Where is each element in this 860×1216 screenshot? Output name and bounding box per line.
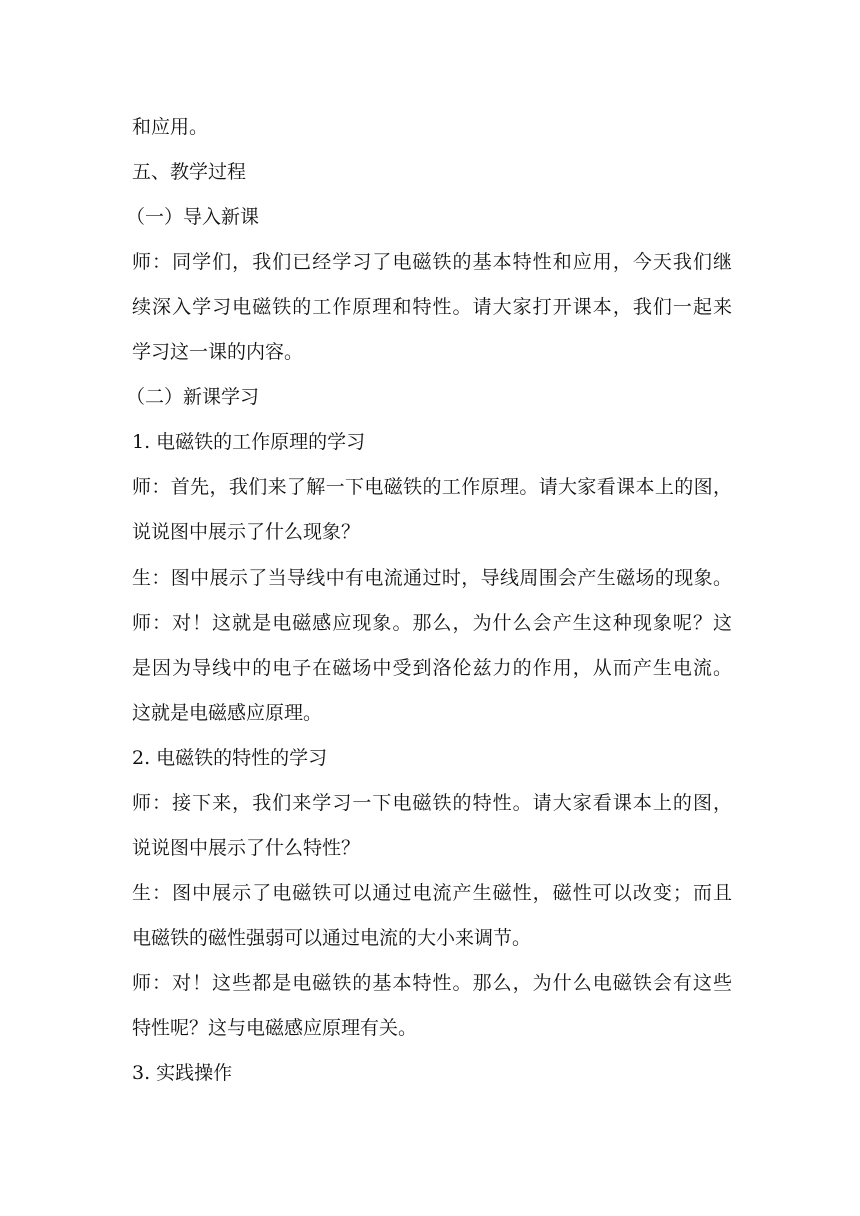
- numbered-heading: 3. 实践操作: [132, 1062, 233, 1084]
- paragraph-line: 是因为导线中的电子在磁场中受到洛伦兹力的作用，从而产生电流。: [132, 657, 732, 679]
- subsection-heading: （一）导入新课: [126, 206, 260, 228]
- paragraph-line: 电磁铁的磁性强弱可以通过电流的大小来调节。: [132, 927, 532, 949]
- section-heading: 五、教学过程: [132, 161, 247, 183]
- paragraph-line: 和应用。: [132, 116, 209, 138]
- numbered-heading: 2. 电磁铁的特性的学习: [132, 747, 328, 769]
- paragraph-line: 说说图中展示了什么现象？: [132, 521, 361, 543]
- paragraph-line: 说说图中展示了什么特性？: [132, 837, 361, 859]
- paragraph-line: 学习这一课的内容。: [132, 341, 304, 363]
- numbered-heading: 1. 电磁铁的工作原理的学习: [132, 431, 366, 453]
- paragraph-line: 生：图中展示了电磁铁可以通过电流产生磁性，磁性可以改变；而且: [132, 882, 732, 904]
- paragraph-line: 这就是电磁感应原理。: [132, 702, 323, 724]
- paragraph-line: 师：对！这些都是电磁铁的基本特性。那么，为什么电磁铁会有这些: [132, 972, 732, 994]
- paragraph-line: 续深入学习电磁铁的工作原理和特性。请大家打开课本，我们一起来: [132, 296, 732, 318]
- paragraph-line: 特性呢？这与电磁感应原理有关。: [132, 1017, 418, 1039]
- paragraph-line: 师：对！这就是电磁感应现象。那么，为什么会产生这种现象呢？这: [132, 612, 732, 634]
- paragraph-line: 师：接下来，我们来学习一下电磁铁的特性。请大家看课本上的图，: [132, 792, 732, 814]
- subsection-heading: （二）新课学习: [126, 386, 260, 408]
- paragraph-line: 生：图中展示了当导线中有电流通过时，导线周围会产生磁场的现象。: [132, 567, 732, 589]
- paragraph-line: 师：首先，我们来了解一下电磁铁的工作原理。请大家看课本上的图，: [132, 476, 732, 498]
- paragraph-line: 师：同学们，我们已经学习了电磁铁的基本特性和应用，今天我们继: [132, 251, 732, 273]
- document-page: [126, 0, 732, 1216]
